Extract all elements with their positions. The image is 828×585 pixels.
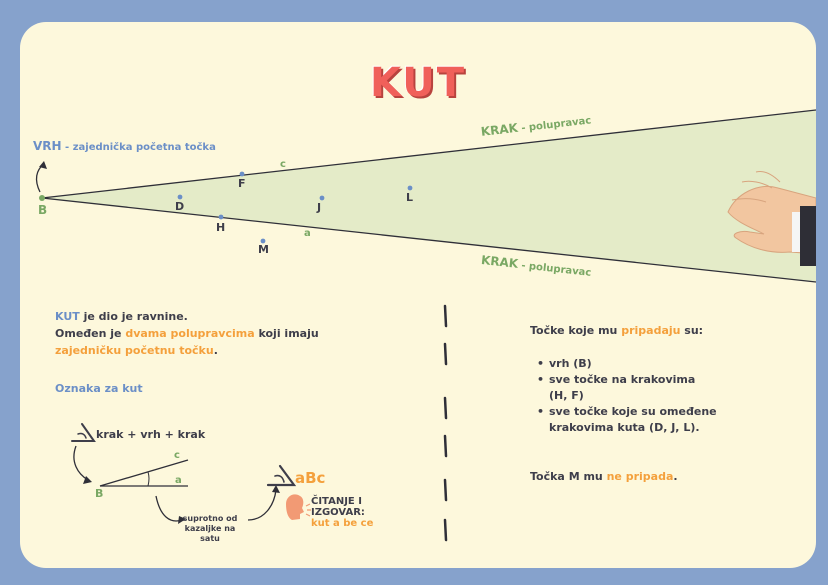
vrh-arrow [37,164,44,192]
point-d-label: D [175,200,185,213]
page-title: KUT [369,60,467,106]
not-belongs-text: Točka M mu ne pripada. [530,470,678,483]
small-angle-vertex-label: B [95,487,104,500]
formula-arrow [74,446,88,480]
point-f-label: F [238,177,246,190]
point-h-label: H [216,221,226,234]
small-angle-a-label: a [175,475,182,486]
formula-text: krak + vrh + krak [96,428,206,441]
small-angle-c-label: c [174,450,180,461]
worksheet-card [20,22,816,568]
point-a-label: a [304,228,311,239]
point-j-label: J [317,201,322,214]
oznaka-heading: Oznaka za kut [55,382,143,395]
angle-symbol-icon [72,424,94,441]
krak-upper-label: KRAK - polupravac [480,115,592,139]
list-item: • vrh (B) [537,356,717,372]
definition-line-2: Omeđen je dvama polupravcima koji imaju [55,327,319,340]
point-m-label: M [258,243,269,256]
rotation-arrow-a [156,496,182,521]
rotation-arrowhead-b [272,485,280,493]
list-item-continuation: krakovima kuta (D, J, L). [549,421,700,434]
definition-line-3: zajedničku početnu točku. [55,344,218,357]
reading-block: ČITANJE I IZGOVAR: kut a be ce [311,496,374,529]
speaking-head-icon [286,494,311,520]
angle-interior-shade [42,110,816,282]
notation-text: aBc [295,469,326,487]
vrh-label: VRH - zajednička početna točka [33,139,216,153]
list-item: • sve točke koje su omeđene [537,404,717,420]
belongs-heading: Točke koje mu pripadaju su: [530,324,704,337]
list-item: • sve točke na krakovima [537,372,717,388]
section-divider [445,306,446,540]
rotation-arrow-b [248,490,276,520]
rotation-note: suprotno od kazaljke na satu [182,514,238,543]
notation-angle-icon [268,466,294,485]
small-angle-arc [148,472,149,486]
krak-lower-label: KRAK - polupravac [480,252,592,279]
vertex-point [39,195,45,201]
list-item-continuation: (H, F) [549,389,584,402]
point-c-label: c [280,159,286,170]
belongs-list [537,356,717,436]
vertex-label: B [38,203,48,217]
angle-diagram [20,22,816,568]
definition-line-1: KUT je dio je ravnine. [55,310,188,323]
point-l-label: L [406,191,414,204]
